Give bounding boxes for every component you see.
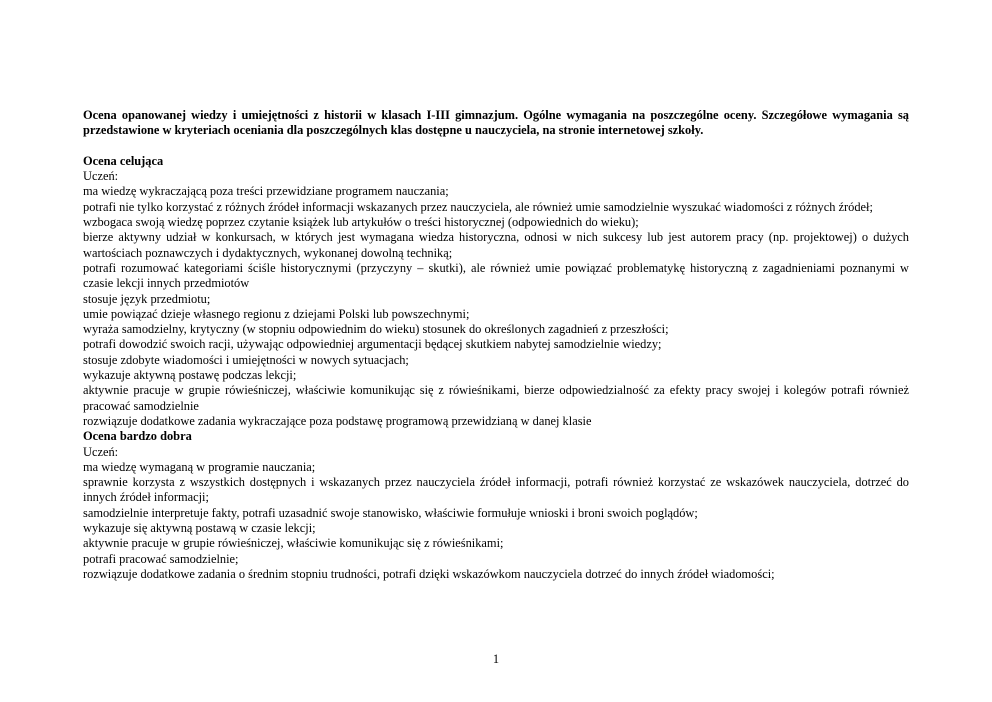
requirement-item: rozwiązuje dodatkowe zadania o średnim stopniu trudności, potrafi dzięki wskazówkom nauczyciela dotrzeć do innych źródeł wiadomości; xyxy=(83,566,775,581)
requirement-item: wzbogaca swoją wiedzę poprzez czytanie książek lub artykułów o treści historycznej (odpowiednich do wieku); xyxy=(83,215,639,230)
section-subject: Uczeń: xyxy=(83,169,119,184)
requirement-item: samodzielnie interpretuje fakty, potrafi uzasadnić swoje stanowisko, właściwie formułuje wnioski i broni swoich poglądów; xyxy=(83,505,698,520)
requirement-item: wyraża samodzielny, krytyczny (w stopniu odpowiednim do wieku) stosunek do określonych zagadnień z przeszłości; xyxy=(83,322,669,337)
requirement-item: potrafi dowodzić swoich racji, używając odpowiedniej argumentacji będącej skutkiem nabytej samodzielnie wiedzy; xyxy=(83,337,662,352)
section-subject: Uczeń: xyxy=(83,444,119,459)
paragraph-spacer xyxy=(83,139,909,154)
requirement-item: rozwiązuje dodatkowe zadania wykraczające poza podstawę programową przewidzianą w danej klasie xyxy=(83,413,592,428)
requirement-item: umie powiązać dzieje własnego regionu z dziejami Polski lub powszechnymi; xyxy=(83,306,470,321)
requirement-item: ma wiedzę wykraczającą poza treści przewidziane programem nauczania; xyxy=(83,184,449,199)
requirement-item: wykazuje aktywną postawę podczas lekcji; xyxy=(83,368,297,383)
requirement-item: potrafi nie tylko korzystać z różnych źródeł informacji wskazanych przez nauczyciela, ale również umie samodzielnie wyszukać wiadomości z różnych źródeł; xyxy=(83,199,873,214)
section-heading: Ocena celująca xyxy=(83,153,164,168)
requirement-item: wykazuje się aktywną postawą w czasie lekcji; xyxy=(83,521,316,536)
section-celujaca xyxy=(83,154,909,429)
requirement-item: ma wiedzę wymaganą w programie nauczania; xyxy=(83,459,316,474)
page-number: 1 xyxy=(492,652,500,666)
requirement-item: bierze aktywny udział w konkursach, w których jest wymagana wiedza historyczna, odnosi w nich sukcesy lub jest autorem pracy (np. projektowej) o dużych wartościach poznawczych i dydaktycznych, wykonanej dowolną techniką; xyxy=(83,230,909,260)
requirement-item: potrafi rozumować kategoriami ściśle historycznymi (przyczyny – skutki), ale również umie powiązać problematykę historyczną z zagadnieniami poznanymi w czasie lekcji innych przedmiotów xyxy=(83,260,909,291)
requirement-item: aktywnie pracuje w grupie rówieśniczej, właściwie komunikując się z rówieśnikami, bierze odpowiedzialność za efekty pracy swojej i kolegów potrafi również pracować samodzielnie xyxy=(83,383,909,413)
requirement-item: potrafi pracować samodzielnie; xyxy=(83,551,239,566)
section-heading: Ocena bardzo dobra xyxy=(83,429,192,444)
document-intro: Ocena opanowanej wiedzy i umiejętności z historii w klasach I-III gimnazjum. Ogólne wymagania na poszczególne oceny. Szczegółowe wymagania są przedstawione w kryteriach oceniania dla poszczególnych klas dostępne u nauczyciela, na stronie internetowej szkoły. xyxy=(83,108,909,138)
document-content xyxy=(83,108,909,582)
section-bardzo-dobra xyxy=(83,429,909,582)
requirement-item: sprawnie korzysta z wszystkich dostępnych i wskazanych przez nauczyciela źródeł informacji, potrafi również korzystać ze wskazówek nauczyciela, dotrzeć do innych źródeł informacji; xyxy=(83,475,909,505)
requirement-item: stosuje język przedmiotu; xyxy=(83,291,211,306)
requirement-item: stosuje zdobyte wiadomości i umiejętności w nowych sytuacjach; xyxy=(83,352,409,367)
requirement-item: aktywnie pracuje w grupie rówieśniczej, właściwie komunikując się z rówieśnikami; xyxy=(83,536,504,551)
